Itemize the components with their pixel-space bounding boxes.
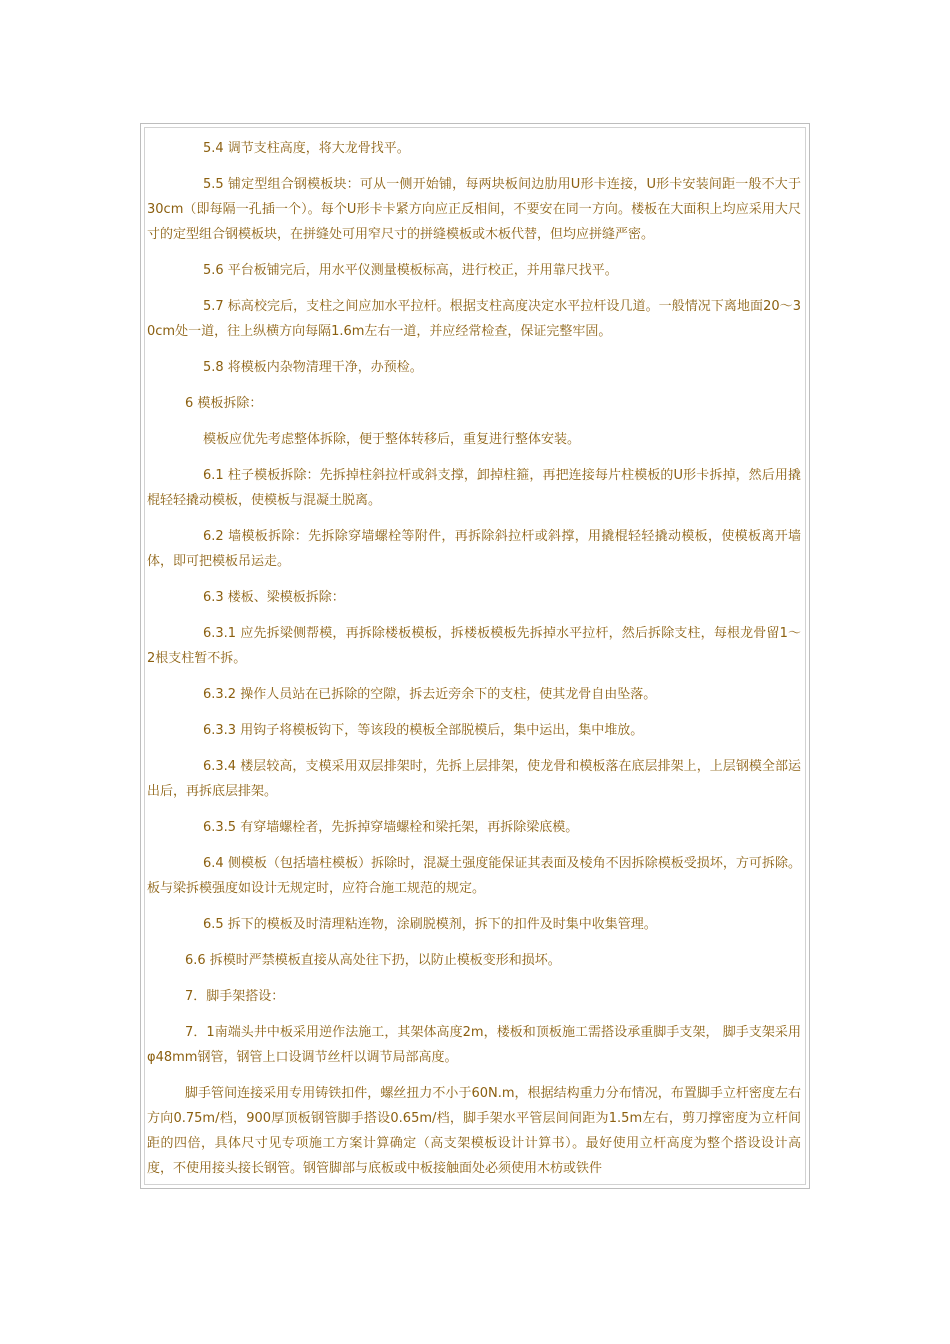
paragraph-6-3-4: 6.3.4 楼层较高，支模采用双层排架时，先拆上层排架，使龙骨和模板落在底层排架上，上层钢模全部运出后，再拆底层排架。 xyxy=(147,759,801,799)
paragraph-scaffold-fasteners: 脚手管间连接采用专用铸铁扣件，螺丝扭力不小于60N.m，根据结构重力分布情况，布置脚手立杆密度左右方向0.75m/档，900厚顶板钢管脚手搭设0.65m/档，脚手架水平管层间间距为1.5m左右，剪刀撑密度为立杆间距的四倍，具体尺寸见专项施工方案计算确定（高支架模板设计计算书）。最好使用立杆高度为整个搭设设计高度，不使用接头接长钢管。钢管脚部与底板或中板接触面处必须使用木枋或铁件 xyxy=(147,1086,801,1176)
paragraph-7-1: 7．1南端头井中板采用逆作法施工，其架体高度2m，楼板和顶板施工需搭设承重脚手支架， 脚手支架采用φ48mm钢管，钢管上口设调节丝杆以调节局部高度。 xyxy=(147,1025,801,1065)
paragraph-6-6: 6.6 拆模时严禁模板直接从高处往下扔，以防止模板变形和损坏。 xyxy=(185,953,561,968)
paragraph-6-5: 6.5 拆下的模板及时清理粘连物，涂刷脱模剂，拆下的扣件及时集中收集管理。 xyxy=(203,917,657,932)
document-frame xyxy=(140,123,810,1189)
heading-7-scaffolding: 7．脚手架搭设： xyxy=(185,989,285,1004)
paragraph-5-8: 5.8 将模板内杂物清理干净，办预检。 xyxy=(203,360,423,375)
document-inner-border xyxy=(144,127,806,1185)
paragraph-5-6: 5.6 平台板铺完后，用水平仪测量模板标高，进行校正，并用靠尺找平。 xyxy=(203,263,618,278)
paragraph-5-4: 5.4 调节支柱高度，将大龙骨找平。 xyxy=(203,141,410,156)
paragraph-6-3-2: 6.3.2 操作人员站在已拆除的空隙，拆去近旁余下的支柱，使其龙骨自由坠落。 xyxy=(203,687,657,702)
paragraph-6-3-3: 6.3.3 用钩子将模板钩下，等该段的模板全部脱模后，集中运出，集中堆放。 xyxy=(203,723,644,738)
paragraph-6-intro: 模板应优先考虑整体拆除，便于整体转移后，重复进行整体安装。 xyxy=(203,432,581,447)
paragraph-5-5: 5.5 铺定型组合钢模板块：可从一侧开始铺，每两块板间边肋用U形卡连接，U形卡安装间距一般不大于30cm（即每隔一孔插一个）。每个U形卡卡紧方向应正反相间，不要安在同一方向。楼板在大面积上均应采用大尺寸的定型组合钢模板块，在拼缝处可用窄尺寸的拼缝模板或木板代替，但均应拼缝严密。 xyxy=(147,177,801,242)
paragraph-5-7: 5.7 标高校完后，支柱之间应加水平拉杆。根据支柱高度决定水平拉杆设几道。一般情况下离地面20～30cm处一道，往上纵横方向每隔1.6m左右一道，并应经常检查，保证完整牢固。 xyxy=(147,299,801,339)
paragraph-6-4: 6.4 侧模板（包括墙柱模板）拆除时，混凝土强度能保证其表面及棱角不因拆除模板受损坏，方可拆除。板与梁拆模强度如设计无规定时，应符合施工规范的规定。 xyxy=(147,856,801,896)
paragraph-6-1: 6.1 柱子模板拆除：先拆掉柱斜拉杆或斜支撑，卸掉柱箍，再把连接每片柱模板的U形卡拆掉，然后用撬棍轻轻撬动模板，使模板与混凝土脱离。 xyxy=(147,468,801,508)
document-body xyxy=(145,128,805,1185)
paragraph-6-3-1: 6.3.1 应先拆梁侧帮模，再拆除楼板模板，拆楼板模板先拆掉水平拉杆，然后拆除支柱，每根龙骨留1～2根支柱暂不拆。 xyxy=(147,626,801,666)
heading-6-formwork-removal: 6 模板拆除： xyxy=(185,396,263,411)
paragraph-6-2: 6.2 墙模板拆除：先拆除穿墙螺栓等附件，再拆除斜拉杆或斜撑，用撬棍轻轻撬动模板，使模板离开墙体，即可把模板吊运走。 xyxy=(147,529,801,569)
paragraph-6-3-5: 6.3.5 有穿墙螺栓者，先拆掉穿墙螺栓和梁托架，再拆除梁底模。 xyxy=(203,820,579,835)
paragraph-6-3: 6.3 楼板、梁模板拆除： xyxy=(203,590,345,605)
